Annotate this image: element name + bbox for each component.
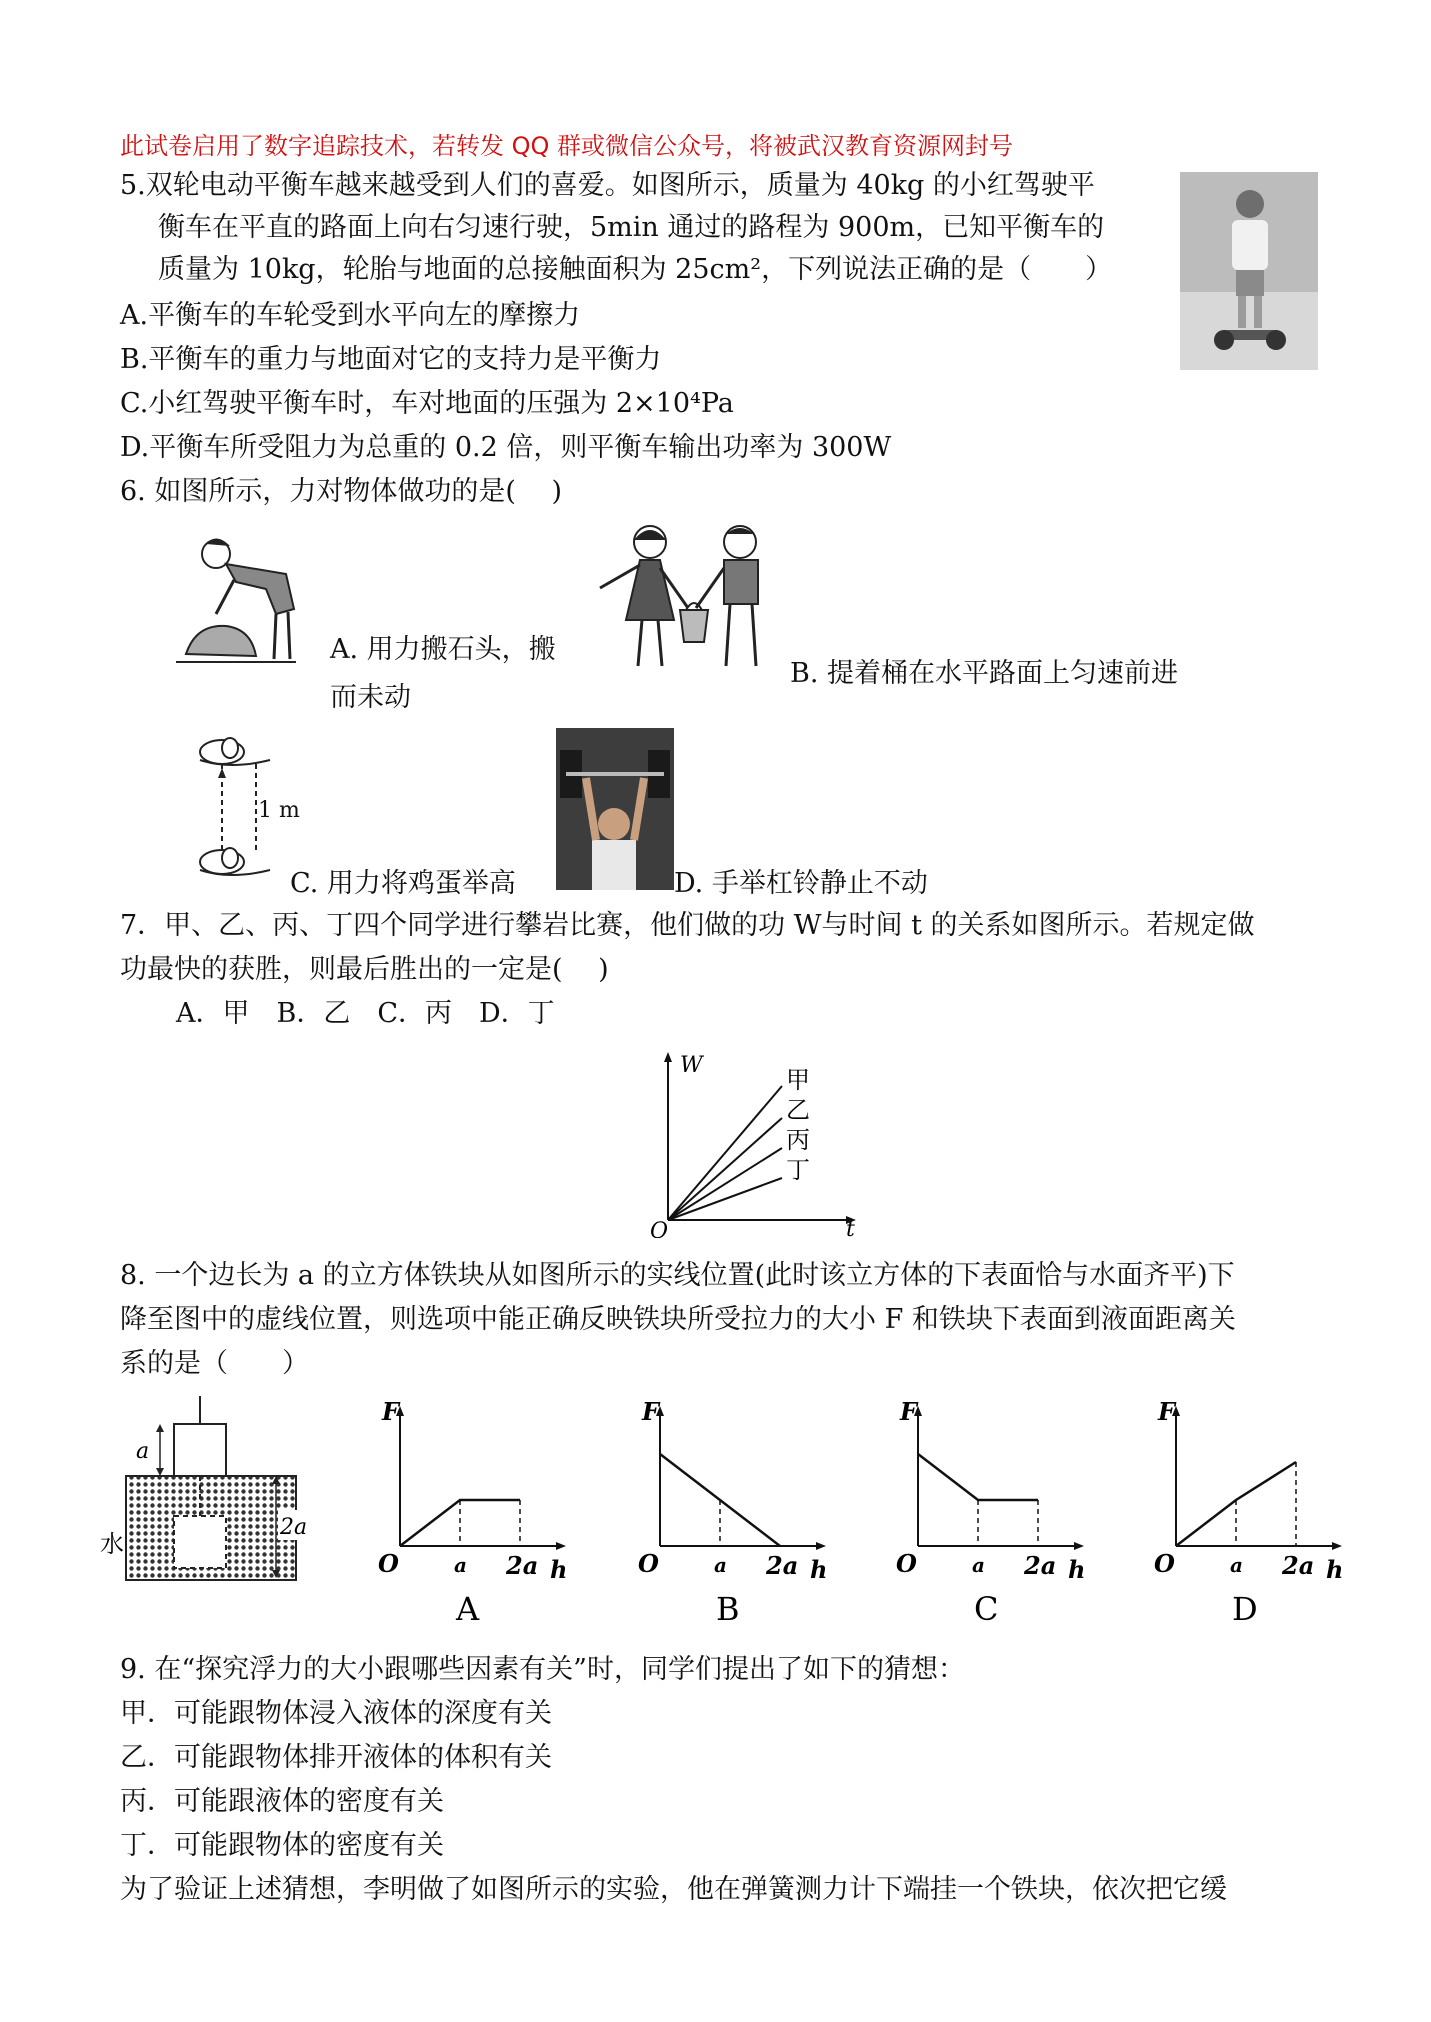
q7-series-yi: 乙 [786, 1096, 810, 1124]
graph-option-letter: A [456, 1590, 480, 1626]
q6-c-distance-label: 1 m [258, 798, 300, 823]
figure-d-weightlifter-photo [556, 728, 674, 890]
graph-2a-tick: 2a [506, 1551, 539, 1580]
q8-graph-a [370, 1396, 570, 1626]
graph-h-label: h [1326, 1555, 1344, 1584]
graph-2a-tick: 2a [1282, 1551, 1315, 1580]
graph-option-letter: D [1232, 1590, 1258, 1626]
graph-origin-label: O [378, 1549, 399, 1578]
tracking-notice: 此试卷启用了数字追踪技术，若转发 QQ 群或微信公众号，将被武汉教育资源网封号 [120, 132, 1014, 160]
q7-axis-t: t [846, 1217, 855, 1238]
q8-diagram-water-label: 水 [100, 1530, 124, 1558]
graph-option-letter: B [716, 1590, 740, 1626]
q8-diagram-a-label: a [136, 1439, 150, 1464]
figure-a-woman-lifting-stone [176, 534, 316, 674]
q8-diagram-2a-label: 2a [280, 1515, 308, 1540]
q9-last-line: 为了验证上述猜想，李明做了如图所示的实验，他在弹簧测力计下端挂一个铁块，依次把它缓 [120, 1874, 1227, 1905]
graph-option-letter: C [974, 1590, 999, 1626]
graph-h-label: h [810, 1555, 828, 1584]
q7-series-bing: 丙 [786, 1126, 810, 1154]
graph-2a-tick: 2a [1024, 1551, 1057, 1580]
q7-series-jia: 甲 [786, 1066, 810, 1094]
q9-guess-bing: 丙．可能跟液体的密度有关 [120, 1786, 444, 1817]
q8-line2: 降至图中的虚线位置，则选项中能正确反映铁块所受拉力的大小 F 和铁块下表面到液面距离关 [120, 1304, 1236, 1335]
graph-f-label: F [1158, 1397, 1176, 1426]
q7-series-ding: 丁 [786, 1156, 810, 1184]
q5-option-a: A.平衡车的车轮受到水平向左的摩擦力 [120, 300, 581, 331]
q6-caption-d: D. 手举杠铃静止不动 [674, 868, 928, 899]
q7-axis-w: W [680, 1053, 703, 1078]
graph-h-label: h [1068, 1555, 1086, 1584]
graph-h-label: h [550, 1555, 568, 1584]
graph-a-tick: a [454, 1553, 467, 1577]
q7-options: A．甲 B．乙 C．丙 D．丁 [176, 998, 555, 1029]
balance-car-photo [1180, 172, 1318, 370]
q9-stem: 9. 在“探究浮力的大小跟哪些因素有关”时，同学们提出了如下的猜想： [120, 1654, 965, 1685]
q9-guess-jia: 甲．可能跟物体浸入液体的深度有关 [120, 1698, 552, 1729]
q6-caption-c: C. 用力将鸡蛋举高 [290, 868, 516, 899]
graph-a-tick: a [972, 1553, 985, 1577]
q9-guess-yi: 乙．可能跟物体排开液体的体积有关 [120, 1742, 552, 1773]
graph-origin-label: O [638, 1549, 659, 1578]
graph-f-label: F [642, 1397, 660, 1426]
graph-origin-label: O [1154, 1549, 1175, 1578]
q8-cube-in-water-diagram [100, 1390, 320, 1590]
q5-option-c: C.小红驾驶平衡车时，车对地面的压强为 2×10⁴Pa [120, 388, 734, 419]
q6-stem: 6. 如图所示，力对物体做功的是( ) [120, 476, 562, 507]
figure-b-children-carrying-bucket [590, 520, 790, 680]
q6-caption-a-2: 而未动 [330, 682, 411, 713]
graph-a-tick: a [714, 1553, 727, 1577]
q7-line2: 功最快的获胜，则最后胜出的一定是( ) [120, 954, 609, 985]
q5-line3: 质量为 10kg，轮胎与地面的总接触面积为 25cm²，下列说法正确的是（ ） [158, 254, 1113, 285]
q6-caption-b: B. 提着桶在水平路面上匀速前进 [790, 658, 1179, 689]
graph-origin-label: O [896, 1549, 917, 1578]
q8-line1: 8. 一个边长为 a 的立方体铁块从如图所示的实线位置(此时该立方体的下表面恰与水面齐平)下 [120, 1260, 1235, 1291]
q7-work-time-graph [650, 1048, 860, 1238]
q8-graph-c [888, 1396, 1088, 1626]
graph-f-label: F [900, 1397, 918, 1426]
q5-line1: 5.双轮电动平衡车越来越受到人们的喜爱。如图所示，质量为 40kg 的小红驾驶平 [120, 170, 1095, 201]
q5-option-b: B.平衡车的重力与地面对它的支持力是平衡力 [120, 344, 662, 375]
q9-guess-ding: 丁．可能跟物体的密度有关 [120, 1830, 444, 1861]
q8-line3: 系的是（ ） [120, 1348, 309, 1379]
graph-a-tick: a [1230, 1553, 1243, 1577]
graph-2a-tick: 2a [766, 1551, 799, 1580]
q8-graph-b [630, 1396, 830, 1626]
q5-line2: 衡车在平直的路面上向右匀速行驶，5min 通过的路程为 900m，已知平衡车的 [158, 212, 1105, 243]
graph-f-label: F [382, 1397, 400, 1426]
q8-graph-d [1146, 1396, 1346, 1626]
q5-option-d: D.平衡车所受阻力为总重的 0.2 倍，则平衡车输出功率为 300W [120, 432, 892, 463]
q7-origin: O [650, 1219, 669, 1238]
q7-line1: 7．甲、乙、丙、丁四个同学进行攀岩比赛，他们做的功 W与时间 t 的关系如图所示。若规定做 [120, 910, 1255, 941]
q6-caption-a-1: A. 用力搬石头，搬 [330, 634, 556, 665]
